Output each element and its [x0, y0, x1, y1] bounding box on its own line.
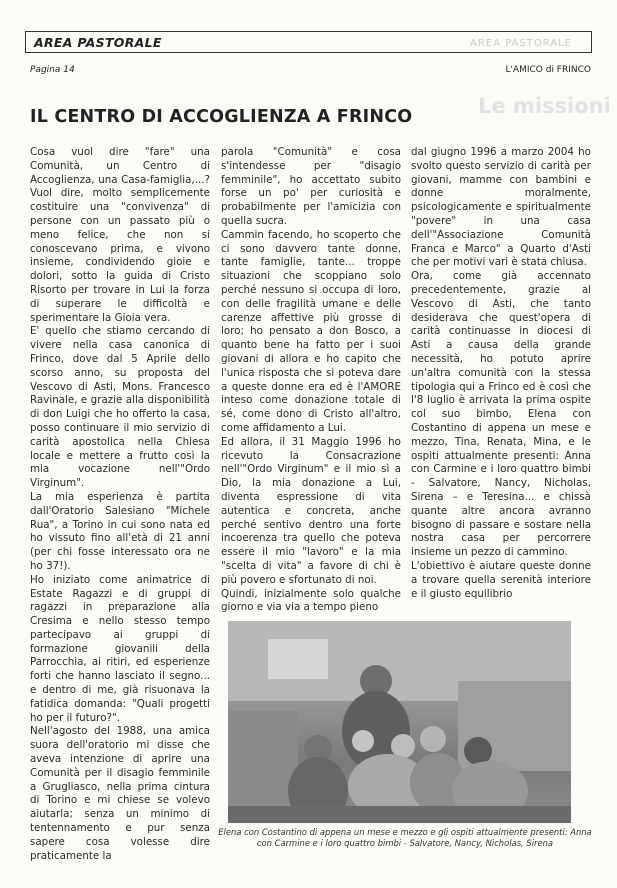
paragraph: dal giugno 1996 a marzo 2004 ho svolto questo servizio di carità per giovani, mamme con bambini e donne moralmente, psicologicamente e spiritualmente "povere" in una casa dell'"Associazione Comunità Franca e Marco" a Quarto d'Asti che per motivi vari è stata chiusa. — [411, 146, 591, 269]
paragraph: Nell'agosto del 1988, una amica suora dell'oratorio mi disse che aveva intenzione di aprire una Comunità per il disagio femminile a Grugliasco, nella prima cintura di Torino e mi chiese se volevo aiutarla; senza un minimo di tentennamento e pur senza sapere cosa volesse dire praticamente la — [30, 725, 210, 862]
paragraph: L'obiettivo è aiutare queste donne a trovare quella serenità interiore e il giusto equilibrio — [411, 559, 591, 600]
magazine-name: L'AMICO di FRINCO — [505, 65, 591, 75]
paragraph: Cammin facendo, ho scoperto che ci sono davvero tante donne, tante famiglie, tante... troppe situazioni che scoppiano solo perché nessuno si occupa di loro, con delle fragilità umane e delle carenze affettive più grosse di loro; ho pensato a don Bosco, a quanto bene ha fatto per i suoi giovani di allora e ho capito che l'unica risposta che si poteva dare a queste donne era ed è l'AMORE inteso come donazione totale di sé, come dono di Cristo all'altro, come affidamento a Lui. — [221, 228, 401, 434]
bleed-through-text: AREA PASTORALE — [470, 38, 572, 49]
section-title: AREA PASTORALE — [34, 35, 162, 50]
paragraph: Quindi, inizialmente solo qualche giorno e via via a tempo pieno — [221, 587, 401, 614]
column-1 — [30, 146, 210, 863]
paragraph: Ed allora, il 31 Maggio 1996 ho ricevuto la Consacrazione nell'"Ordo Virginum" e il mio sì a Dio, la mia donazione a Lui, diventa espressione di vita autentica e concreta, anche perché sentivo dentro una forte incoerenza tra quello che poteva essere il mio "lavoro" e la mia "scelta di vita" a favore di chi è più povero e sfortunato di noi. — [221, 435, 401, 586]
paragraph: parola "Comunità" e cosa s'intendesse per "disagio femminile", ho accettato subito forse un po' per curiosità e probabilmente per l'amicizia con quella sucra. — [221, 146, 401, 227]
article-title: IL CENTRO DI ACCOGLIENZA A FRINCO — [30, 107, 413, 127]
paragraph: La mia esperienza è partita dall'Oratorio Salesiano "Michele Rua", a Torino in cui sono nata ed ho vissuto fino all'età di 21 anni (per chi fosse interessato ora ne ho 37!). — [30, 490, 210, 572]
photo-caption: Elena con Costantino di appena un mese e mezzo e gli ospiti attualmente presenti: Anna con Carmine e i loro quattro bimbi - Salvatore, Nancy, Nicholas, Sirena — [218, 827, 592, 849]
paragraph: Ho iniziato come animatrice di Estate Ragazzi e di gruppi di ragazzi in preparazione alla Cresima e nello stesso tempo partecipavo ai gruppi di formazione giovanili della Parrocchia, ai ritiri, ed esperienze forti che hanno lasciato il segno... e dentro di me, già risuonava la fatidica domanda: "Quali progetti ho per il futuro?". — [30, 573, 210, 724]
group-photo-illustration — [228, 621, 571, 823]
page-number: Pagina 14 — [30, 65, 75, 75]
bleed-through-title: Le missioni — [478, 94, 611, 118]
paragraph: E' quello che stiamo cercando di vivere nella casa canonica di Frinco, dove dal 5 Aprile dello scorso anno, su proposta del Vescovo di Asti, Mons. Francesco Ravinale, e grazie alla disponibilità di don Luigi che ho offerto la casa, posso continuare il mio servizio di carità apostolica nella Chiesa locale e mettere a frutto così la mia vocazione nell'"Ordo Virginum". — [30, 325, 210, 490]
paragraph: Ora, come già accennato precedentemente, grazie al Vescovo di Asti, che tanto desiderava che quest'opera di carità continuasse in diocesi di Asti a causa della grande necessità, ho potuto aprire un'altra comunità con la stessa tipologia qui a Frinco ed è così che l'8 luglio è arrivata la prima ospite col suo bimbo, Elena con Costantino di appena un mese e mezzo, Tina, Renata, Mina, e le ospiti attualmente presenti: Anna con Carmine e i loro quattro bimbi - Salvatore, Nancy, Nicholas, Sirena – e Teresina... e chissà quante altre ancora avranno bisogno di passare e sostare nella nostra casa per percorrere insieme un pezzo di cammino. — [411, 270, 591, 559]
group-photo — [228, 621, 571, 823]
column-2 — [221, 146, 401, 615]
column-3 — [411, 146, 591, 601]
paragraph: Cosa vuol dire "fare" una Comunità, un Centro di Accoglienza, una Casa-famiglia,...? Vuol dire, molto semplicemente costituire una "convivenza" di persone con un passato più o meno felice, che non si conoscevano prima, e vivono insieme, condividendo gioie e dolori, sotto la guida di Cristo Risorto per trovare in Lui la forza di superare le difficoltà e sperimentare la Gioia vera. — [30, 146, 210, 324]
